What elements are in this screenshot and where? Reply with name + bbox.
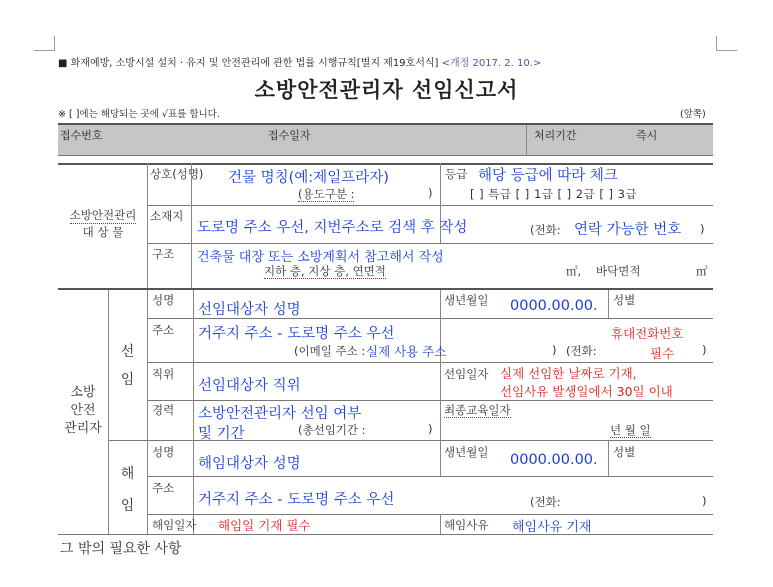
floor-area-unit: ㎡ [696, 264, 708, 278]
appoint-name-value[interactable]: 선임대상자 성명 [198, 302, 301, 318]
appoint-position-label: 직위 [152, 367, 175, 381]
appoint-date-label: 선임일자 [444, 367, 489, 381]
dismiss-phone-close: ) [702, 494, 707, 508]
appoint-date-note-1[interactable]: 실제 선임한 날짜로 기재, [500, 366, 637, 381]
appoint-address-label: 주소 [152, 323, 175, 337]
appoint-phone-label: (전화: [566, 344, 597, 358]
career-total-close: ) [428, 422, 433, 436]
dismiss-address-value[interactable]: 거주지 주소 - 도로명 주소 우선 [198, 492, 395, 508]
email-label: (이메일 주소 : [294, 344, 366, 358]
career-value-1[interactable]: 소방안전관리자 선임 여부 [198, 406, 362, 422]
use-type-close: ) [428, 186, 433, 200]
appoint-birth-label: 생년월일 [444, 293, 489, 307]
dismiss-date-label: 해임일자 [152, 518, 197, 532]
grade-options[interactable]: [ ] 특급 [ ] 1급 [ ] 2급 [ ] 3급 [470, 187, 638, 201]
appoint-phone-close: ) [702, 343, 707, 357]
appoint-name-label: 성명 [152, 293, 175, 307]
dismiss-birth-label: 생년월일 [444, 445, 489, 459]
career-label: 경력 [152, 403, 175, 417]
receipt-date-label: 접수일자 [268, 129, 311, 142]
processing-period-label: 처리기간 [534, 129, 577, 142]
area-unit: ㎡, [566, 264, 582, 278]
target-phone-close: ) [700, 222, 705, 236]
structure-value[interactable]: 건축물 대장 또는 소방계획서 참고해서 작성 [197, 250, 444, 265]
receipt-bar [58, 123, 713, 156]
dismiss-reason-value[interactable]: 해임사유 기재 [512, 520, 592, 535]
dismiss-name-value[interactable]: 해임대상자 성명 [198, 456, 301, 472]
grade-value[interactable]: 해당 등급에 따라 체크 [478, 168, 618, 184]
dismiss-birth-value[interactable]: 0000.00.00. [510, 452, 598, 468]
appoint-address-value[interactable]: 거주지 주소 - 도로명 주소 우선 [198, 326, 395, 342]
target-name-value[interactable]: 건물 명칭(예:제일프라자) [228, 170, 389, 186]
address-value[interactable]: 도로명 주소 우선, 지번주소로 검색 후 작성 [197, 220, 468, 236]
education-date[interactable]: 년 월 일 [610, 423, 651, 437]
section-divider [58, 288, 713, 290]
mobile-note: 휴대전화번호 [611, 326, 684, 341]
revision-date: <개정 2017. 2. 10.> [441, 58, 542, 69]
career-value-2[interactable]: 및 기간 [198, 426, 245, 442]
use-type-label: (용도구분 : [298, 187, 355, 201]
check-note: ※ [ ]에는 해당되는 곳에 √표를 합니다. [58, 109, 220, 120]
target-name-label: 상호(성명) [150, 167, 204, 181]
target-section-label: 소방안전관리 대 상 물 [69, 208, 137, 239]
grade-label: 등급 [445, 167, 468, 181]
floors-line: 지하 층, 지상 층, 연면적 [264, 264, 386, 278]
other-items-label: 그 밖의 필요한 사항 [60, 541, 182, 557]
email-close: ) [552, 343, 557, 357]
appoint-date-note-2[interactable]: 선임사유 발생일에서 30일 이내 [500, 384, 673, 399]
address-label: 소재지 [150, 209, 184, 223]
appoint-position-value[interactable]: 선임대상자 직위 [198, 378, 301, 394]
structure-label: 구조 [152, 247, 175, 261]
page-side: (앞쪽) [680, 109, 706, 120]
dismiss-phone-label: (전화: [530, 495, 561, 509]
dismiss-name-label: 성명 [152, 445, 175, 459]
appoint-birth-value[interactable]: 0000.00.00. [510, 298, 598, 314]
career-total-label: (총선임기간 : [298, 423, 366, 437]
target-phone-label: (전화: [530, 223, 561, 237]
law-reference-text: ■ 화재예방, 소방시설 설치 · 유지 및 안전관리에 관한 법률 시행규칙[별지 제19호서식] [58, 58, 439, 69]
manager-section-label: 소방 안전 관리자 [64, 385, 102, 436]
appoint-gender-label: 성별 [613, 293, 636, 307]
dismiss-label: 해 임 [120, 466, 135, 514]
email-value[interactable]: 실제 사용 주소 [366, 344, 447, 359]
processing-period-value: 즉시 [636, 129, 658, 142]
dismiss-address-label: 주소 [152, 481, 175, 495]
crop-mark-left [34, 36, 55, 51]
form-title: 소방안전관리자 선임신고서 [254, 78, 519, 102]
dismiss-gender-label: 성별 [613, 445, 636, 459]
law-reference [58, 54, 541, 69]
mobile-required: 필수 [650, 346, 675, 361]
crop-mark-right [716, 36, 737, 51]
dismiss-reason-label: 해임사유 [444, 518, 489, 532]
receipt-number-label: 접수번호 [60, 129, 103, 142]
dismiss-date-value[interactable]: 해임일 기재 필수 [218, 518, 311, 533]
education-label: 최종교육일자 [444, 403, 511, 417]
target-phone-value[interactable]: 연락 가능한 번호 [574, 222, 682, 238]
appoint-label: 선 임 [120, 344, 135, 388]
floor-area-label: 바닥면적 [596, 264, 641, 278]
